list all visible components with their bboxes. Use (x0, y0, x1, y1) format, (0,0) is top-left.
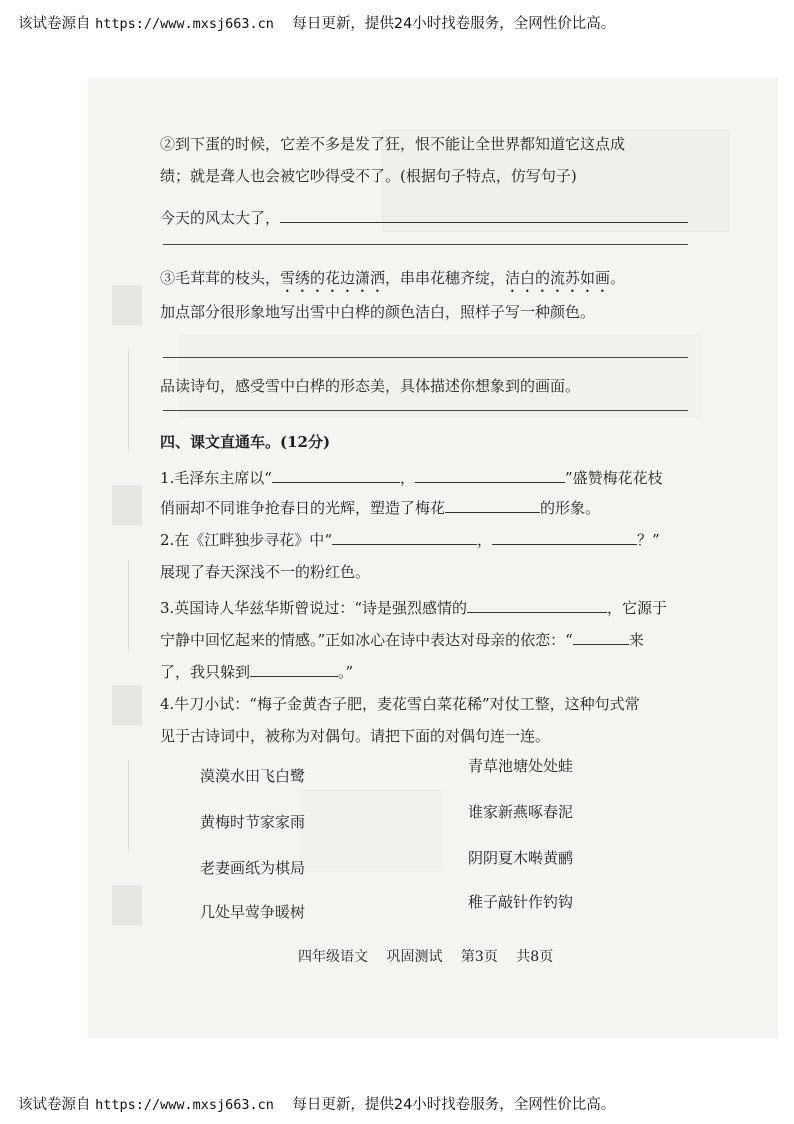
s4-q2-blank[interactable] (492, 528, 637, 545)
section4-heading: 四、课文直通车。(12分) (160, 433, 331, 451)
binding-mark (112, 485, 142, 525)
s4-q1-line2 (160, 496, 600, 518)
binding-mark (112, 885, 142, 925)
couplet-right-4[interactable]: 稚子敲针作钓钩 (468, 893, 574, 911)
s4-text: 宁静中回忆起来的情感。”正如冰心在诗中表达对母亲的依恋：“ (160, 631, 573, 649)
couplet-left-4[interactable]: 几处早莺争暖树 (200, 903, 306, 921)
couplet-right-1[interactable]: 青草池塘处处蛙 (468, 757, 574, 775)
couplet-left-1[interactable]: 漠漠水田飞白鹭 (200, 767, 306, 785)
s4-q3-line3 (160, 660, 353, 682)
couplet-left-2[interactable]: 黄梅时节家家雨 (200, 813, 306, 831)
s4-q2-line2: 展现了春天深浅不一的粉红色。 (160, 563, 371, 581)
footer-test: 巩固测试 (386, 949, 443, 965)
couplet-right-2[interactable]: 谁家新燕啄春泥 (468, 803, 574, 821)
q2-line1: ②到下蛋的时候，它差不多是发了狂，恨不能让全世界都知道它这点成 (160, 135, 626, 153)
s4-q3-blank[interactable] (573, 628, 629, 645)
banner-suffix: 每日更新，提供24小时找卷服务，全网性价比高。 (292, 16, 616, 32)
s4-q2-line1 (160, 528, 660, 550)
q2-line2: 绩；就是聋人也会被它吵得受不了。(根据句子特点，仿写句子) (160, 167, 577, 185)
binding-mark (112, 285, 142, 325)
s4-text: 3.英国诗人华兹华斯曾说过：“诗是强烈感情的 (160, 599, 467, 617)
q3-line2: 加点部分很形象地写出雪中白桦的颜色洁白，照样子写一种颜色。 (160, 303, 596, 321)
binding-mark (112, 685, 142, 725)
banner-prefix: 该试卷源自 (18, 16, 91, 32)
s4-text: 俏丽却不同谁争抢春日的光辉，塑造了梅花 (160, 499, 446, 517)
q2-answer-blank[interactable] (280, 206, 688, 223)
s4-text: ， (476, 531, 492, 549)
s4-q3-blank[interactable] (250, 660, 338, 677)
banner-prefix: 该试卷源自 (18, 1097, 91, 1113)
s4-q1-blank[interactable] (272, 466, 400, 483)
s4-text: ”盛赞梅花花枝 (565, 469, 663, 487)
footer-subject: 四年级语文 (298, 949, 368, 965)
binding-line (128, 560, 129, 650)
s4-text: 了，我只躲到 (160, 663, 251, 681)
s4-q1-line1 (160, 466, 663, 488)
s4-q3-line1 (160, 596, 667, 618)
banner-suffix: 每日更新，提供24小时找卷服务，全网性价比高。 (292, 1097, 616, 1113)
binding-line (128, 760, 129, 850)
s4-q3-line2 (160, 628, 644, 650)
q3-line1 (160, 268, 625, 296)
s4-text: 1.毛泽东主席以“ (160, 469, 272, 487)
s4-text: ，它源于 (606, 599, 667, 617)
q3-dotted-phrase: 雪绣的花边潇洒 (280, 269, 386, 287)
s4-q2-blank[interactable] (332, 528, 477, 545)
q3-answer-line[interactable] (163, 357, 688, 358)
s4-q4-line2: 见于古诗词中，被称为对偶句。请把下面的对偶句连一连。 (160, 727, 551, 745)
s4-text: 来 (628, 631, 644, 649)
banner-url[interactable]: https://www.mxsj663.cn (95, 16, 274, 32)
s4-text: ？” (637, 531, 660, 549)
q3-dotted-phrase: 洁白的流苏如画 (505, 269, 611, 287)
binding-line (128, 350, 129, 450)
s4-q1-blank[interactable] (415, 466, 565, 483)
q2-prompt: 今天的风太大了， (160, 209, 281, 227)
s4-q3-blank[interactable] (467, 596, 607, 613)
q3-text: ③毛茸茸的枝头， (160, 269, 281, 287)
banner-url[interactable]: https://www.mxsj663.cn (95, 1097, 274, 1113)
q2-line3 (160, 206, 688, 228)
couplet-left-3[interactable]: 老妻画纸为棋局 (200, 859, 306, 877)
q2-answer-line[interactable] (163, 244, 688, 245)
s4-q4-line1: 4.牛刀小试：“梅子金黄杏子肥，麦花雪白菜花稀”对仗工整，这种句式常 (160, 695, 640, 713)
s4-text: 。” (338, 663, 354, 681)
q3-text: 。 (610, 269, 626, 287)
q3-line3: 品读诗句，感受雪中白桦的形态美，具体描述你想象到的画面。 (160, 377, 581, 395)
q3-answer-line[interactable] (163, 410, 688, 411)
footer-total: 共8页 (516, 949, 554, 965)
s4-text: 的形象。 (540, 499, 601, 517)
page-footer (298, 946, 567, 966)
q3-text: ，串串花穗齐绽， (385, 269, 506, 287)
source-banner-bottom (18, 1093, 778, 1117)
couplet-right-3[interactable]: 阴阴夏木啭黄鹂 (468, 849, 574, 867)
s4-text: 2.在《江畔独步寻花》中“ (160, 531, 332, 549)
s4-q1-blank[interactable] (445, 496, 540, 513)
s4-text: ， (399, 469, 415, 487)
footer-page: 第3页 (460, 949, 498, 965)
bleed-through-image (300, 790, 442, 872)
source-banner-top (18, 12, 778, 36)
